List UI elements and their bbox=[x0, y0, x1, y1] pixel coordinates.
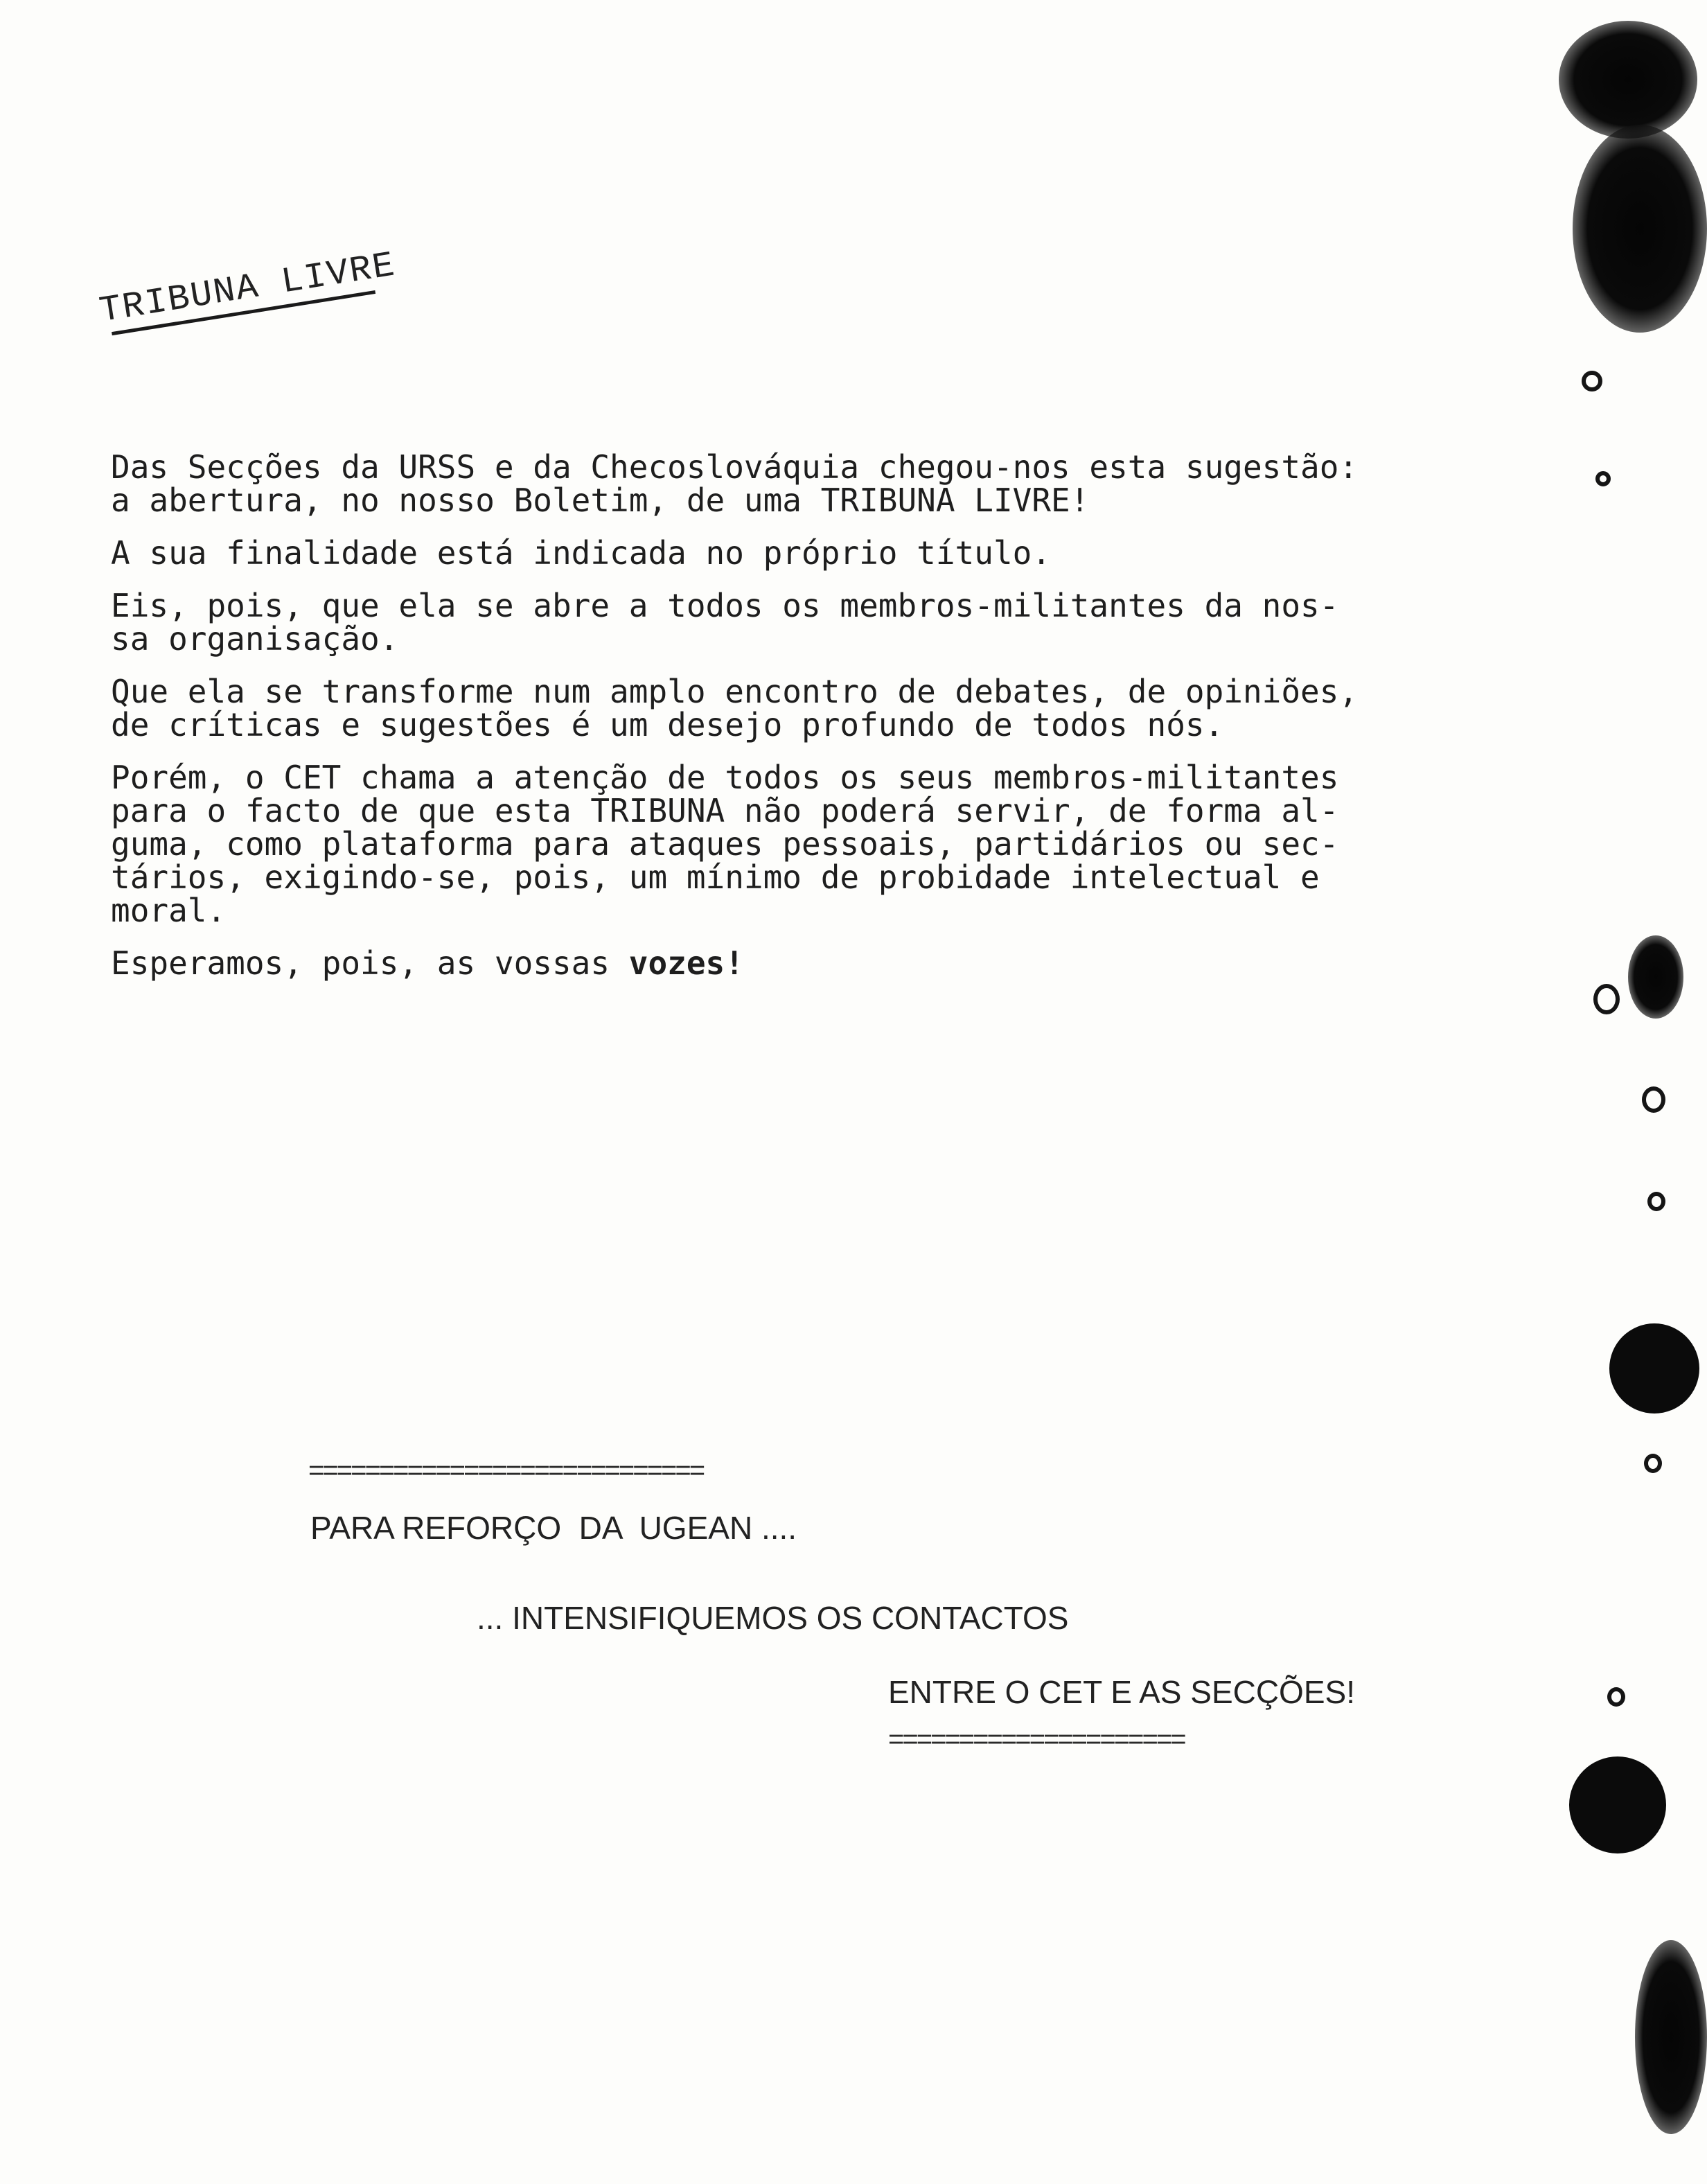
paragraph-line: A sua finalidade está indicada no próprio título. bbox=[111, 534, 1052, 572]
paragraph-line: Eis, pois, que ela se abre a todos os membros-militantes da nos- bbox=[111, 587, 1339, 624]
paragraph-2 bbox=[111, 536, 1496, 570]
paragraph-line: tários, exigindo-se, pois, um mínimo de probidade intelectual e bbox=[111, 858, 1320, 896]
body-text bbox=[111, 450, 1496, 999]
paragraph-line: Das Secções da URSS e da Checoslováquia chegou-nos esta sugestão: bbox=[111, 448, 1359, 486]
paragraph-line: de críticas e sugestões é um desejo profundo de todos nós. bbox=[111, 706, 1224, 743]
punch-ring-mark bbox=[1647, 1192, 1665, 1211]
paragraph-line: para o facto de que esta TRIBUNA não poderá servir, de forma al- bbox=[111, 792, 1339, 829]
paragraph-4 bbox=[111, 675, 1496, 741]
paragraph-5 bbox=[111, 761, 1496, 927]
punch-ring-mark bbox=[1607, 1687, 1625, 1707]
paragraph-line: guma, como plataforma para ataques pessoais, partidários ou sec- bbox=[111, 825, 1339, 863]
closing-text: Esperamos, pois, as vossas bbox=[111, 944, 629, 982]
closing-emphasis: vozes! bbox=[628, 944, 744, 982]
punch-hole-mark bbox=[1628, 935, 1683, 1019]
paragraph-1 bbox=[111, 450, 1496, 517]
punch-hole-mark bbox=[1573, 125, 1707, 333]
punch-hole-mark bbox=[1569, 1756, 1666, 1853]
slogan-line-2: ... INTENSIFIQUEMOS OS CONTACTOS bbox=[477, 1600, 1069, 1636]
punch-ring-mark bbox=[1642, 1086, 1665, 1113]
punch-hole-mark bbox=[1635, 1940, 1707, 2134]
heading bbox=[97, 245, 400, 337]
slogan-line-3: ENTRE O CET E AS SECÇÕES! bbox=[888, 1674, 1355, 1710]
paragraph-3 bbox=[111, 587, 1496, 658]
slogan-line-1: PARA REFORÇO DA UGEAN .... bbox=[310, 1510, 797, 1546]
punch-hole-mark bbox=[1609, 1323, 1699, 1414]
punch-ring-mark bbox=[1593, 984, 1620, 1014]
paragraph-line: Que ela se transforme num amplo encontro de debates, de opiniões, bbox=[111, 673, 1359, 710]
paragraph-line: a abertura, no nosso Boletim, de uma TRIBUNA LIVRE! bbox=[111, 482, 1090, 519]
punch-hole-mark bbox=[1559, 21, 1697, 139]
page-title: TRIBUNA LIVRE bbox=[96, 245, 399, 333]
separator-rule-top: ============================ bbox=[308, 1455, 704, 1486]
punch-ring-mark bbox=[1582, 371, 1602, 391]
punch-ring-mark bbox=[1595, 471, 1611, 486]
separator-rule-bottom: ===================== bbox=[888, 1724, 1185, 1754]
paragraph-line: Porém, o CET chama a atenção de todos os seus membros-militantes bbox=[111, 759, 1339, 796]
paragraph-line: sa organisação. bbox=[111, 620, 399, 658]
closing-line bbox=[111, 946, 1496, 980]
punch-ring-mark bbox=[1644, 1454, 1662, 1473]
paragraph-line: moral. bbox=[111, 892, 227, 929]
